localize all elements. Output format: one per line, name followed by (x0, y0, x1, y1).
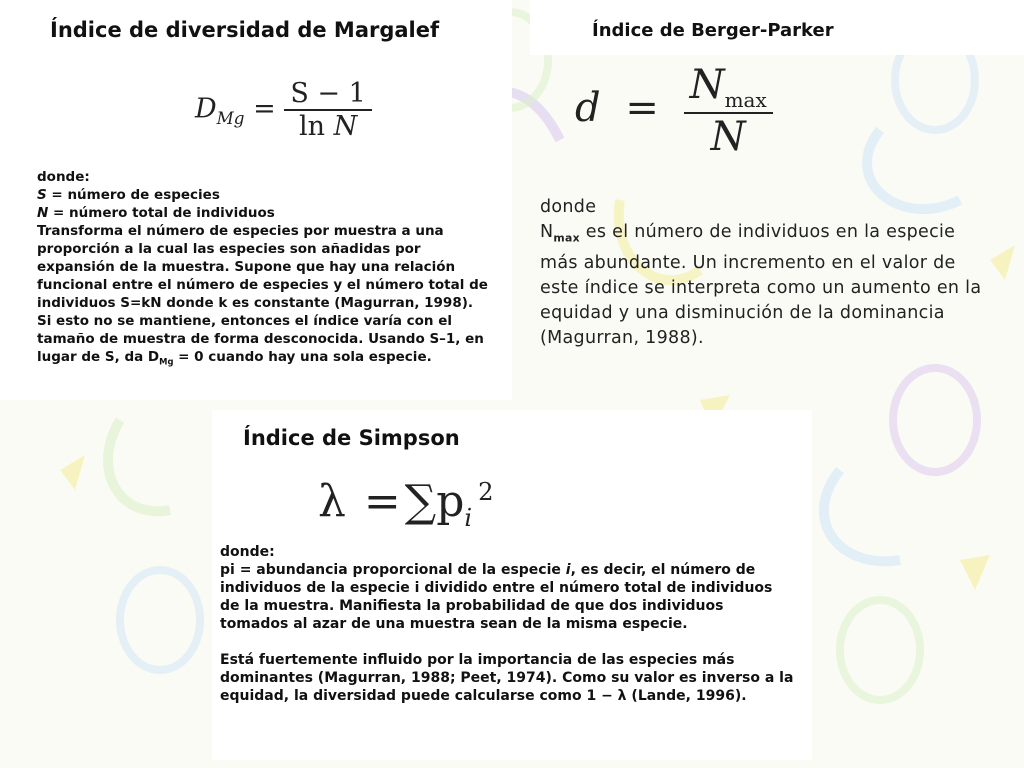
formula-equals: = (363, 476, 401, 527)
berger-formula (575, 62, 773, 160)
formula-p: p (436, 476, 465, 527)
margalef-title: Índice de diversidad de Margalef (50, 18, 440, 42)
berger-body (540, 220, 990, 351)
berger-description (540, 195, 990, 351)
formula-exponent: 2 (478, 478, 494, 507)
s-definition-text: = número de especies (46, 187, 220, 203)
margalef-s-definition (37, 186, 492, 204)
margalef-body (37, 222, 492, 371)
formula-nmax-sub: max (724, 88, 767, 112)
formula-fraction (284, 78, 371, 142)
simpson-title: Índice de Simpson (243, 426, 460, 450)
formula-lhs: D (195, 93, 217, 125)
formula-denominator (284, 109, 371, 142)
simpson-p1-start: pi = abundancia proporcional de la especie (220, 562, 566, 578)
s-variable: S (37, 187, 47, 203)
formula-lambda: λ (318, 476, 346, 527)
background-swirl (108, 420, 170, 511)
simpson-paragraph-2: Está fuertemente influido por la importancia de las especies más dominantes (Magurran, 1988; Peet, 1974). Como su valor es inverso a la equidad, la diversidad puede calcularse como 1 − λ (Lande, 1996). (220, 652, 794, 704)
formula-nmax: N (689, 62, 725, 108)
simpson-p1-rest: , es decir, el número de individuos de la especie i dividido entre el número total de individuos de la muestra. Manifiesta la probabilidad de que dos individuos tomados al azar de una muestra sean de la misma especie. (220, 562, 773, 632)
background-swirl (824, 470, 900, 561)
balloon-shape (120, 570, 200, 670)
formula-p-sub: i (464, 503, 473, 532)
berger-nmax: N (540, 222, 554, 242)
simpson-paragraph-1 (220, 561, 795, 633)
margalef-body-sub: Mg (159, 356, 174, 367)
margalef-donde: donde: (37, 169, 90, 185)
formula-numerator (684, 62, 773, 112)
berger-nmax-sub: max (553, 231, 580, 245)
simpson-donde: donde: (220, 544, 275, 560)
formula-fraction (684, 62, 773, 160)
berger-title: Índice de Berger-Parker (592, 20, 834, 41)
balloon-shape (893, 368, 977, 472)
simpson-description (220, 543, 795, 705)
formula-denominator: N (684, 112, 773, 160)
margalef-body-end: = 0 cuando hay una sola especie. (173, 349, 432, 365)
berger-body-text: es el número de individuos en la especie más abundante. Un incremento en el valor de este índice se interpreta como un aumento en la equidad y una disminución de la dominancia (Magurran, 1988). (540, 222, 982, 348)
formula-numerator: S − 1 (290, 78, 366, 109)
margalef-n-definition (37, 204, 492, 222)
confetti-shape (960, 555, 990, 590)
n-variable: N (37, 205, 49, 221)
formula-lhs: d (575, 85, 601, 131)
berger-donde: donde (540, 197, 597, 217)
confetti-shape (990, 245, 1015, 280)
margalef-formula (195, 78, 372, 142)
confetti-shape (60, 455, 85, 490)
formula-n: N (333, 111, 358, 142)
balloon-shape (840, 600, 920, 700)
simpson-formula (318, 476, 494, 532)
formula-ln: ln (298, 111, 325, 142)
n-definition-text: = número total de individuos (48, 205, 275, 221)
formula-lhs-sub: Mg (216, 107, 245, 128)
formula-equals: = (625, 85, 659, 131)
formula-equals: = (253, 93, 276, 125)
simpson-p1-i: i (565, 562, 571, 578)
formula-sigma: ∑ (404, 476, 437, 527)
margalef-body-main: Transforma el número de especies por muestra a una proporción a la cual las especies son añadidas por expansión de la muestra. Supone que hay una relación funcional entre el número de especies y el número total de individuos S=kN donde k es constante (Magurran, 1998). Si esto no se mantiene, entonces el índice varía con el tamaño de muestra de forma desconocida. Usando S–1, en lugar de S, da D (37, 223, 488, 365)
margalef-description (37, 168, 492, 371)
